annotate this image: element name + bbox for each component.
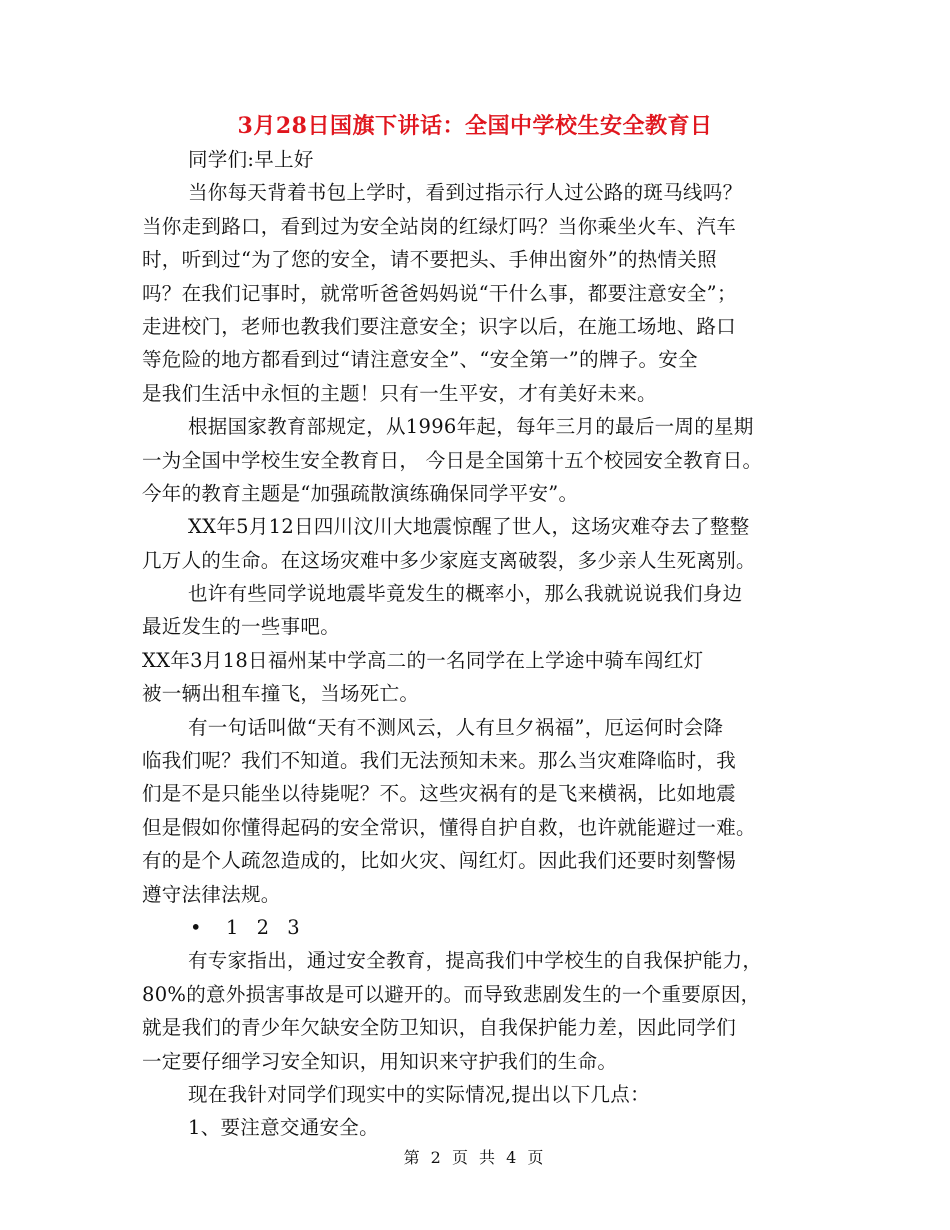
paragraph-line: 当你走到路口，看到过为安全站岗的红绿灯吗？当你乘坐火车、汽车 [142, 214, 737, 238]
paragraph-line: 吗？在我们记事时，就常听爸爸妈妈说“干什么事，都要注意安全”； [142, 281, 737, 305]
paragraph-line: 当你每天背着书包上学时，看到过指示行人过公路的斑马线吗？ [188, 181, 743, 205]
paragraph-line: 被一辆出租车撞飞，当场死亡。 [142, 682, 420, 706]
paragraph-line: 有一句话叫做“天有不测风云，人有旦夕祸福”，厄运何时会降 [188, 715, 724, 739]
paragraph-line: 今年的教育主题是“加强疏散演练确保同学平安”。 [142, 481, 579, 505]
paragraph-line: 现在我针对同学们现实中的实际情况,提出以下几点： [188, 1082, 650, 1106]
paragraph-line: 一为全国中学校生安全教育日， 今日是全国第十五个校园安全教育日。 [142, 448, 763, 472]
page-number-footer: 第 2 页 共 4 页 [403, 1148, 547, 1167]
document-body [142, 143, 822, 1145]
paragraph-line: 一定要仔细学习安全知识，用知识来守护我们的生命。 [142, 1049, 618, 1073]
paragraph-line: 根据国家教育部规定，从1996年起，每年三月的最后一周的星期 [188, 415, 754, 439]
paragraph-line: 遵守法律法规。 [142, 882, 281, 906]
bullet-list-item [142, 911, 822, 944]
paragraph-line: 也许有些同学说地震毕竟发生的概率小，那么我就说说我们身边 [188, 582, 743, 606]
paragraph-line: XX年5月12日四川汶川大地震惊醒了世人，这场灾难夺去了整整 [188, 515, 750, 539]
paragraph-line: 就是我们的青少年欠缺安全防卫知识，自我保护能力差，因此同学们 [142, 1016, 737, 1040]
paragraph-line: 走进校门，老师也教我们要注意安全；识字以后，在施工场地、路口 [142, 314, 737, 338]
paragraph-line: 有的是个人疏忽造成的，比如火灾、闯红灯。因此我们还要时刻警惕 [142, 849, 737, 873]
paragraph-line: 但是假如你懂得起码的安全常识，懂得自护自救，也许就能避过一难。 [142, 815, 756, 839]
paragraph-line: 们是不是只能坐以待毙呢？不。这些灾祸有的是飞来横祸，比如地震 [142, 782, 737, 806]
paragraph-line: 是我们生活中永恒的主题！只有一生平安，才有美好未来。 [142, 381, 657, 405]
paragraph-line: 有专家指出，通过安全教育，提高我们中学校生的自我保护能力， [188, 949, 763, 973]
paragraph-line: 等危险的地方都看到过“请注意安全”、“安全第一”的牌子。安全 [142, 348, 698, 372]
greeting-line: 同学们:早上好 [188, 148, 314, 171]
paragraph-line: 80%的意外损害事故是可以避开的。而导致悲剧发生的一个重要原因， [142, 982, 761, 1006]
paragraph-line: XX年3月18日福州某中学高二的一名同学在上学途中骑车闯红灯 [142, 648, 704, 672]
paragraph-line: 临我们呢？我们不知道。我们无法预知未来。那么当灾难降临时，我 [142, 749, 737, 773]
paragraph-line: 时，听到过“为了您的安全，请不要把头、手伸出窗外”的热情关照 [142, 248, 717, 272]
paragraph-line: 几万人的生命。在这场灾难中多少家庭支离破裂，多少亲人生死离别。 [142, 548, 756, 572]
document-title: 3月28日国旗下讲话：全国中学校生安全教育日 [237, 113, 713, 139]
paragraph-line: 最近发生的一些事吧。 [142, 615, 341, 639]
bullet-dot: • [190, 915, 202, 939]
paragraph-line: 1、要注意交通安全。 [188, 1116, 379, 1140]
bullet-text: 1 2 3 [226, 915, 306, 939]
